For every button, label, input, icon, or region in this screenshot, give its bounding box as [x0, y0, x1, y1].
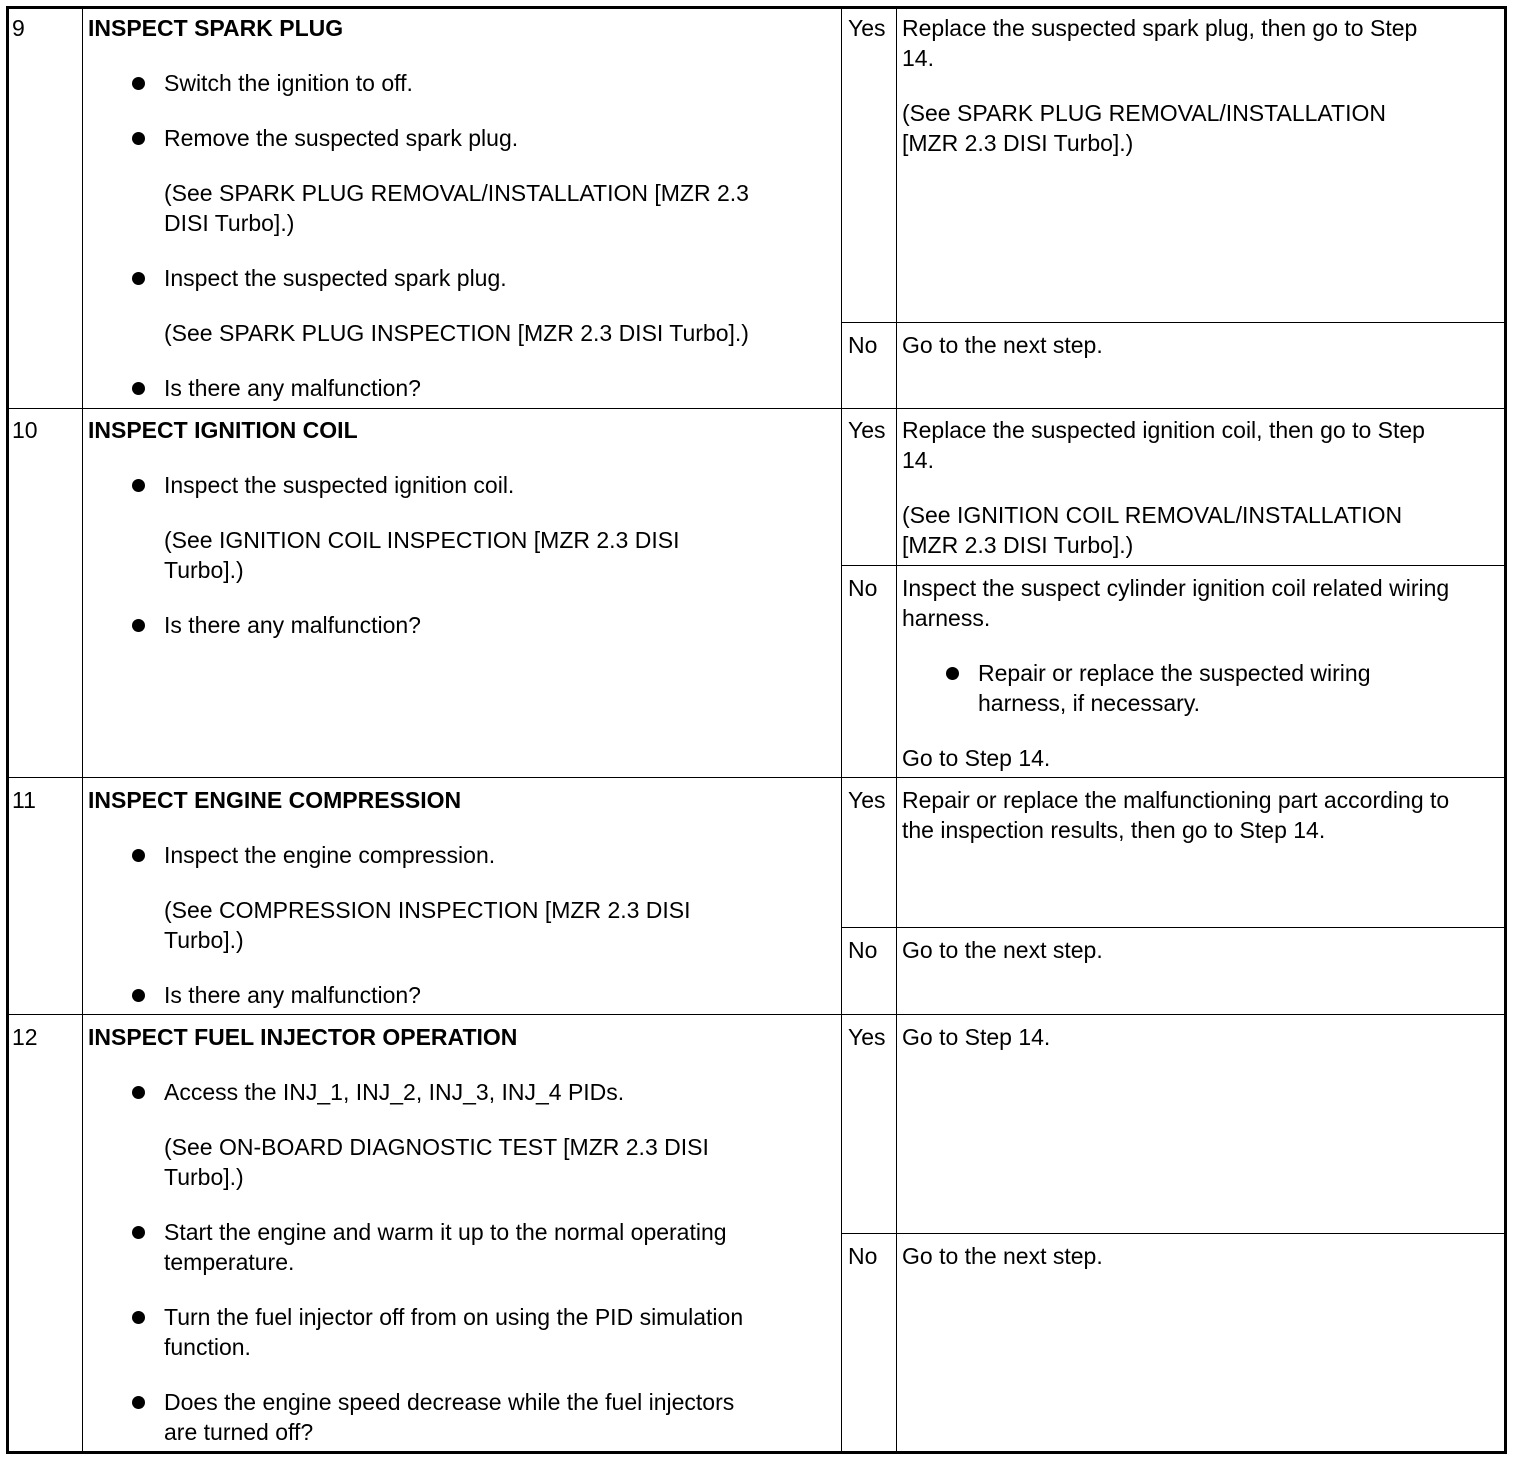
- action-bullet: Inspect the suspected spark plug.: [164, 265, 507, 291]
- step-number: 10: [12, 417, 38, 443]
- reference-note: Turbo].): [164, 1164, 244, 1190]
- yes-label: Yes: [848, 1024, 886, 1050]
- bullet-icon: [946, 667, 959, 680]
- action-bullet: Inspect the engine compression.: [164, 842, 496, 868]
- column-divider-action: [841, 6, 842, 1454]
- bullet-icon: [132, 1226, 145, 1239]
- bullet-icon: [132, 272, 145, 285]
- row-divider: [6, 777, 1507, 778]
- reference-note: Turbo].): [164, 557, 244, 583]
- no-label: No: [848, 937, 878, 963]
- yes-result: Replace the suspected ignition coil, then go to Step: [902, 417, 1425, 443]
- table-border-bottom: [6, 1451, 1507, 1454]
- no-result-bullet: Repair or replace the suspected wiring: [978, 660, 1371, 686]
- bullet-icon: [132, 989, 145, 1002]
- action-bullet: Remove the suspected spark plug.: [164, 125, 519, 151]
- bullet-icon: [132, 77, 145, 90]
- row-divider: [6, 1014, 1507, 1015]
- yes-no-divider: [841, 565, 1507, 566]
- action-bullet: Start the engine and warm it up to the normal operating: [164, 1219, 727, 1245]
- reference-note: (See SPARK PLUG REMOVAL/INSTALLATION: [902, 100, 1386, 126]
- yes-no-divider: [841, 322, 1507, 323]
- yes-label: Yes: [848, 787, 886, 813]
- no-result: Go to the next step.: [902, 937, 1103, 963]
- yes-label: Yes: [848, 15, 886, 41]
- reference-note: DISI Turbo].): [164, 210, 295, 236]
- reference-note: (See SPARK PLUG INSPECTION [MZR 2.3 DISI Turbo].): [164, 320, 749, 346]
- yes-result: the inspection results, then go to Step 14.: [902, 817, 1326, 843]
- step-number: 9: [12, 15, 25, 41]
- row-divider: [6, 408, 1507, 409]
- no-result-goto: Go to Step 14.: [902, 745, 1051, 771]
- no-result: harness.: [902, 605, 991, 631]
- action-bullet: Turn the fuel injector off from on using the PID simulation: [164, 1304, 744, 1330]
- no-label: No: [848, 1243, 878, 1269]
- no-result: Go to the next step.: [902, 332, 1103, 358]
- action-bullet: Access the INJ_1, INJ_2, INJ_3, INJ_4 PIDs.: [164, 1079, 625, 1105]
- action-bullet: temperature.: [164, 1249, 295, 1275]
- action-bullet: Inspect the suspected ignition coil.: [164, 472, 515, 498]
- step-number: 11: [12, 787, 36, 813]
- action-question: Is there any malfunction?: [164, 375, 421, 401]
- yes-no-divider: [841, 927, 1507, 928]
- reference-note: [MZR 2.3 DISI Turbo].): [902, 130, 1134, 156]
- bullet-icon: [132, 382, 145, 395]
- bullet-icon: [132, 619, 145, 632]
- bullet-icon: [132, 132, 145, 145]
- step-number: 12: [12, 1024, 38, 1050]
- action-bullet: function.: [164, 1334, 251, 1360]
- no-result-bullet: harness, if necessary.: [978, 690, 1201, 716]
- action-question: Is there any malfunction?: [164, 982, 421, 1008]
- step-title: INSPECT SPARK PLUG: [88, 15, 344, 41]
- yes-no-divider: [841, 1233, 1507, 1234]
- reference-note: (See IGNITION COIL INSPECTION [MZR 2.3 DISI: [164, 527, 680, 553]
- no-result: Go to the next step.: [902, 1243, 1103, 1269]
- reference-note: (See COMPRESSION INSPECTION [MZR 2.3 DISI: [164, 897, 691, 923]
- step-title: INSPECT FUEL INJECTOR OPERATION: [88, 1024, 518, 1050]
- reference-note: (See SPARK PLUG REMOVAL/INSTALLATION [MZR 2.3: [164, 180, 749, 206]
- action-question: are turned off?: [164, 1419, 314, 1445]
- table-border-left: [6, 6, 9, 1454]
- yes-result: 14.: [902, 45, 934, 71]
- bullet-icon: [132, 1311, 145, 1324]
- table-border-right: [1504, 6, 1507, 1454]
- bullet-icon: [132, 1086, 145, 1099]
- yes-result: Go to Step 14.: [902, 1024, 1051, 1050]
- yes-result: 14.: [902, 447, 934, 473]
- no-label: No: [848, 575, 878, 601]
- no-result: Inspect the suspect cylinder ignition coil related wiring: [902, 575, 1450, 601]
- reference-note: (See ON-BOARD DIAGNOSTIC TEST [MZR 2.3 DISI: [164, 1134, 709, 1160]
- action-question: Does the engine speed decrease while the fuel injectors: [164, 1389, 735, 1415]
- reference-note: (See IGNITION COIL REMOVAL/INSTALLATION: [902, 502, 1403, 528]
- yes-result: Repair or replace the malfunctioning part according to: [902, 787, 1450, 813]
- step-title: INSPECT ENGINE COMPRESSION: [88, 787, 462, 813]
- column-divider-result: [896, 6, 897, 1454]
- yes-result: Replace the suspected spark plug, then go to Step: [902, 15, 1418, 41]
- bullet-icon: [132, 1396, 145, 1409]
- action-bullet: Switch the ignition to off.: [164, 70, 413, 96]
- action-question: Is there any malfunction?: [164, 612, 421, 638]
- reference-note: [MZR 2.3 DISI Turbo].): [902, 532, 1134, 558]
- table-border-top: [6, 6, 1507, 9]
- step-title: INSPECT IGNITION COIL: [88, 417, 358, 443]
- bullet-icon: [132, 849, 145, 862]
- no-label: No: [848, 332, 878, 358]
- reference-note: Turbo].): [164, 927, 244, 953]
- bullet-icon: [132, 479, 145, 492]
- column-divider-step: [82, 6, 83, 1454]
- yes-label: Yes: [848, 417, 886, 443]
